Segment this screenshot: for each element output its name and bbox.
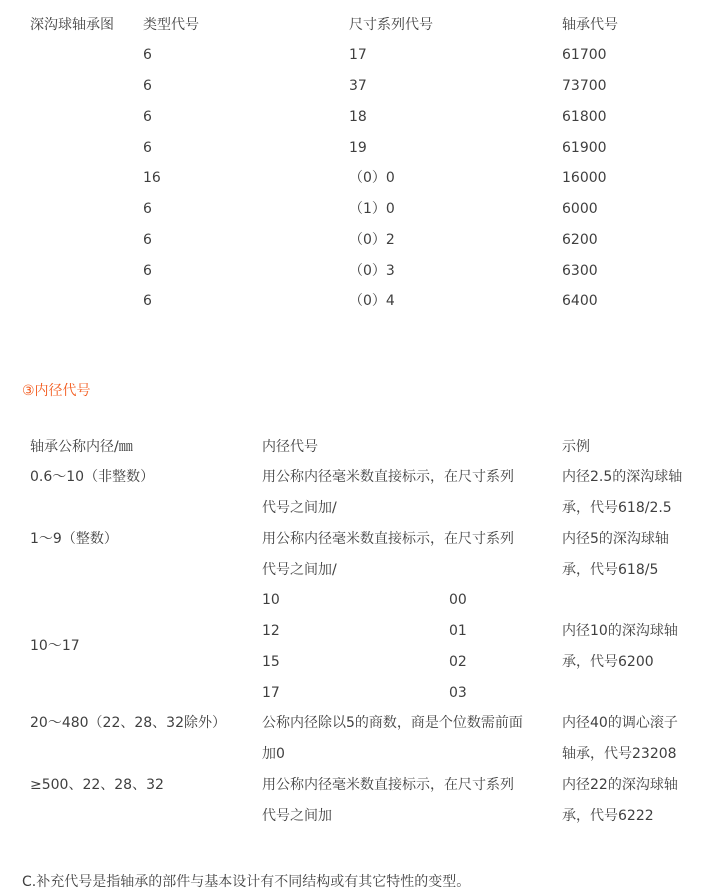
table-header-type-code: 类型代号 [143, 17, 199, 33]
table-header-example: 示例 [562, 439, 590, 455]
table-cell: 用公称内径毫米数直接标示，在尺寸系列 [262, 777, 514, 793]
table-cell: 6 [143, 78, 152, 94]
table-cell: （0）4 [349, 293, 395, 309]
table-cell: 内径22的深沟球轴 [562, 777, 678, 793]
table-cell: 17 [262, 685, 280, 701]
section-title: ③内径代号 [22, 383, 91, 399]
table-cell: 内径2.5的深沟球轴 [562, 469, 683, 485]
table-cell: ≥500、22、28、32 [30, 777, 164, 793]
table-cell: 6 [143, 140, 152, 156]
table-header-bearing-type: 深沟球轴承图 [30, 17, 114, 33]
table-cell: （0）0 [349, 170, 395, 186]
table-cell: 代号之间加/ [262, 562, 337, 578]
table-cell: 6 [143, 232, 152, 248]
table-cell: 15 [262, 654, 280, 670]
table-cell: 61700 [562, 47, 607, 63]
table-cell: 用公称内径毫米数直接标示，在尺寸系列 [262, 469, 514, 485]
table-header-nominal-diameter: 轴承公称内径/㎜ [30, 439, 133, 455]
table-cell: 73700 [562, 78, 607, 94]
table-cell: 17 [349, 47, 367, 63]
table-cell: 内径40的调心滚子 [562, 715, 678, 731]
table-cell: 10～17 [30, 638, 80, 654]
table-cell: 1～9（整数） [30, 531, 118, 547]
table-header-bore-code: 内径代号 [262, 439, 318, 455]
table-cell: 用公称内径毫米数直接标示，在尺寸系列 [262, 531, 514, 547]
table-cell: 12 [262, 623, 280, 639]
table-cell: 承，代号618/5 [562, 562, 659, 578]
table-cell: 37 [349, 78, 367, 94]
table-cell: 6200 [562, 232, 598, 248]
table-cell: 6 [143, 47, 152, 63]
table-cell: 加0 [262, 746, 285, 762]
table-cell: 18 [349, 109, 367, 125]
table-cell: 代号之间加 [262, 808, 332, 824]
table-cell: 6400 [562, 293, 598, 309]
table-cell: 轴承，代号23208 [562, 746, 677, 762]
supplementary-code-paragraph: C.补充代号是指轴承的部件与基本设计有不同结构或有其它特性的变型。 [22, 874, 471, 890]
table-cell: 6300 [562, 263, 598, 279]
table-cell: 16 [143, 170, 161, 186]
table-cell: 内径10的深沟球轴 [562, 623, 678, 639]
table-cell: 6 [143, 263, 152, 279]
table-cell: （0）2 [349, 232, 395, 248]
table-cell: 00 [449, 592, 467, 608]
table-cell: 承，代号6222 [562, 808, 654, 824]
table-cell: 6 [143, 109, 152, 125]
table-cell: （0）3 [349, 263, 395, 279]
table-cell: 承，代号618/2.5 [562, 500, 672, 516]
table-cell: 03 [449, 685, 467, 701]
table-cell: （1）0 [349, 201, 395, 217]
table-cell: 61800 [562, 109, 607, 125]
table-cell: 02 [449, 654, 467, 670]
table-cell: 6 [143, 201, 152, 217]
table-cell: 内径5的深沟球轴 [562, 531, 669, 547]
table-cell: 6000 [562, 201, 598, 217]
table-cell: 6 [143, 293, 152, 309]
table-cell: 61900 [562, 140, 607, 156]
table-cell: 0.6～10（非整数） [30, 469, 155, 485]
table-cell: 代号之间加/ [262, 500, 337, 516]
table-cell: 承，代号6200 [562, 654, 654, 670]
table-cell: 19 [349, 140, 367, 156]
table-cell: 01 [449, 623, 467, 639]
table-header-bearing-code: 轴承代号 [562, 17, 618, 33]
table-cell: 10 [262, 592, 280, 608]
table-cell: 20～480（22、28、32除外） [30, 715, 226, 731]
table-cell: 公称内径除以5的商数，商是个位数需前面 [262, 715, 523, 731]
table-cell: 16000 [562, 170, 607, 186]
table-header-size-series: 尺寸系列代号 [349, 17, 433, 33]
